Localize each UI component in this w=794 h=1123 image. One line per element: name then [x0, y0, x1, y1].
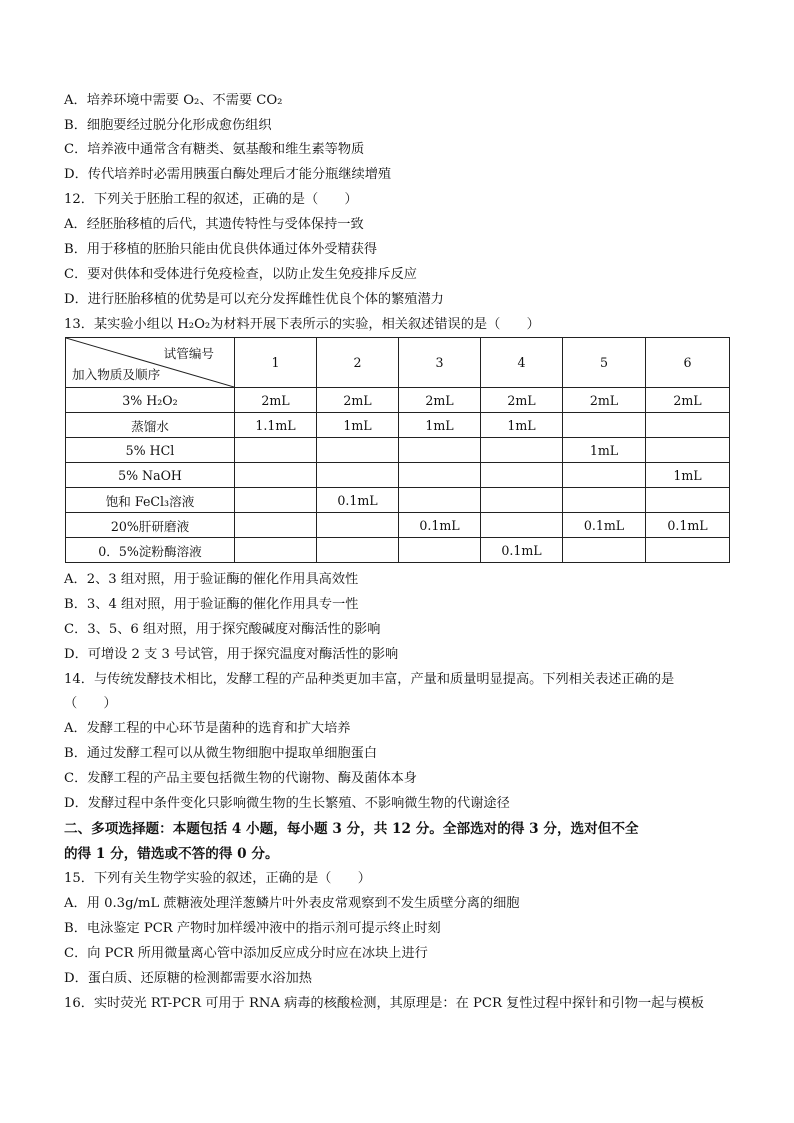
- section-heading: 二、多项选择题：本题包括 4 小题，每小题 3 分，共 12 分。全部选对的得 3 分，选对但不全: [64, 821, 639, 837]
- table-row: [66, 488, 730, 513]
- table-cell: 1mL: [399, 413, 481, 438]
- table-cell: [317, 463, 399, 488]
- q15-option-b: B．电泳鉴定 PCR 产物时加样缓冲液中的指示剂可提示终止时刻: [64, 921, 441, 936]
- row-label: 20%肝研磨液: [66, 513, 235, 538]
- table-cell: [481, 463, 563, 488]
- table-row: [66, 538, 730, 563]
- q15-option-c: C．向 PCR 所用微量离心管中添加反应成分时应在冰块上进行: [64, 946, 428, 961]
- q13-option-a: A．2、3 组对照，用于验证酶的催化作用具高效性: [64, 572, 359, 587]
- table-row: [66, 438, 730, 463]
- table-cell: [399, 538, 481, 563]
- q13-stem: 13．某实验小组以 H₂O₂为材料开展下表所示的实验，相关叙述错误的是（ ）: [64, 317, 540, 332]
- q12-option-c: C．要对供体和受体进行免疫检查，以防止发生免疫排斥反应: [64, 267, 417, 282]
- table-row: [66, 513, 730, 538]
- table-cell: [399, 438, 481, 463]
- table-cell: 1.1mL: [235, 413, 317, 438]
- q12-option-b: B．用于移植的胚胎只能由优良供体通过体外受精获得: [64, 242, 378, 257]
- q14-option-a: A．发酵工程的中心环节是菌种的选育和扩大培养: [64, 721, 351, 736]
- table-cell: [399, 488, 481, 513]
- table-cell: [481, 488, 563, 513]
- column-header: 4: [481, 338, 563, 388]
- table-cell: 0.1mL: [317, 488, 399, 513]
- table-cell: 1mL: [317, 413, 399, 438]
- row-label: 5% HCl: [66, 438, 235, 463]
- table-row: [66, 413, 730, 438]
- row-label: 5% NaOH: [66, 463, 235, 488]
- q14-option-c: C．发酵工程的产品主要包括微生物的代谢物、酶及菌体本身: [64, 771, 417, 786]
- table-cell: 2mL: [235, 388, 317, 413]
- table-cell: [563, 488, 646, 513]
- table-cell: [235, 513, 317, 538]
- table-cell: [235, 488, 317, 513]
- table-cell: 1mL: [646, 463, 730, 488]
- table-cell: [235, 538, 317, 563]
- table-cell: 2mL: [563, 388, 646, 413]
- q15-option-d: D．蛋白质、还原糖的检测都需要水浴加热: [64, 971, 312, 986]
- row-label: 0．5%淀粉酶溶液: [66, 538, 235, 563]
- table-cell: [563, 413, 646, 438]
- table-cell: 2mL: [646, 388, 730, 413]
- q12-option-d: D．进行胚胎移植的优势是可以充分发挥雌性优良个体的繁殖潜力: [64, 292, 444, 307]
- table-cell: 2mL: [317, 388, 399, 413]
- diagonal-header-cell: [66, 338, 235, 388]
- table-cell: 2mL: [399, 388, 481, 413]
- q11-option-a: A．培养环境中需要 O₂、不需要 CO₂: [64, 93, 283, 108]
- q16-stem: 16．实时荧光 RT-PCR 可用于 RNA 病毒的核酸检测，其原理是：在 PCR 复性过程中探针和引物一起与模板: [64, 996, 704, 1011]
- column-header: 1: [235, 338, 317, 388]
- column-header: 3: [399, 338, 481, 388]
- table-cell: [481, 513, 563, 538]
- table-header-row: [66, 338, 730, 388]
- table-cell: [399, 463, 481, 488]
- table-cell: 0.1mL: [399, 513, 481, 538]
- table-cell: [646, 488, 730, 513]
- table-cell: [563, 538, 646, 563]
- column-header: 5: [563, 338, 646, 388]
- q11-option-b: B．细胞要经过脱分化形成愈伤组织: [64, 118, 272, 133]
- q14-stem: 14．与传统发酵技术相比，发酵工程的产品种类更加丰富，产量和质量明显提高。下列相关表述正确的是: [64, 672, 675, 687]
- q12-stem: 12．下列关于胚胎工程的叙述，正确的是（ ）: [64, 192, 358, 207]
- q12-option-a: A．经胚胎移植的后代，其遗传特性与受体保持一致: [64, 217, 364, 232]
- table-cell: 0.1mL: [481, 538, 563, 563]
- row-label: 饱和 FeCl₃溶液: [66, 488, 235, 513]
- table-cell: [235, 463, 317, 488]
- table-row: [66, 388, 730, 413]
- q14-option-b: B．通过发酵工程可以从微生物细胞中提取单细胞蛋白: [64, 746, 378, 761]
- row-label: 蒸馏水: [66, 413, 235, 438]
- q13-option-c: C．3、5、6 组对照，用于探究酸碱度对酶活性的影响: [64, 622, 381, 637]
- table-cell: 1mL: [563, 438, 646, 463]
- table-cell: [646, 413, 730, 438]
- q11-option-c: C．培养液中通常含有糖类、氨基酸和维生素等物质: [64, 142, 365, 157]
- header-tube-number: 试管编号: [163, 346, 214, 361]
- table-cell: [646, 538, 730, 563]
- table-cell: [317, 538, 399, 563]
- q11-option-d: D．传代培养时必需用胰蛋白酶处理后才能分瓶继续增殖: [64, 167, 392, 182]
- table-cell: 0.1mL: [563, 513, 646, 538]
- table-cell: 0.1mL: [646, 513, 730, 538]
- section-heading-cont: 的得 1 分，错选或不答的得 0 分。: [64, 846, 279, 862]
- q15-option-a: A．用 0.3g/mL 蔗糖液处理洋葱鳞片叶外表皮常观察到不发生质壁分离的细胞: [64, 896, 520, 911]
- table-cell: [563, 463, 646, 488]
- q15-stem: 15．下列有关生物学实验的叙述，正确的是（ ）: [64, 871, 371, 886]
- table-cell: 2mL: [481, 388, 563, 413]
- header-substances: 加入物质及顺序: [72, 367, 161, 382]
- table-cell: [235, 438, 317, 463]
- q14-stem-cont: （ ）: [64, 696, 117, 711]
- q13-option-b: B．3、4 组对照，用于验证酶的催化作用具专一性: [64, 597, 359, 612]
- experiment-table: [65, 337, 730, 563]
- q13-option-d: D．可增设 2 支 3 号试管，用于探究温度对酶活性的影响: [64, 647, 399, 662]
- column-header: 2: [317, 338, 399, 388]
- q14-option-d: D．发酵过程中条件变化只影响微生物的生长繁殖、不影响微生物的代谢途径: [64, 796, 510, 811]
- column-header: 6: [646, 338, 730, 388]
- table-cell: [317, 513, 399, 538]
- table-cell: [646, 438, 730, 463]
- row-label: 3% H₂O₂: [66, 388, 235, 413]
- table-row: [66, 463, 730, 488]
- table-cell: [481, 438, 563, 463]
- table-cell: 1mL: [481, 413, 563, 438]
- table-cell: [317, 438, 399, 463]
